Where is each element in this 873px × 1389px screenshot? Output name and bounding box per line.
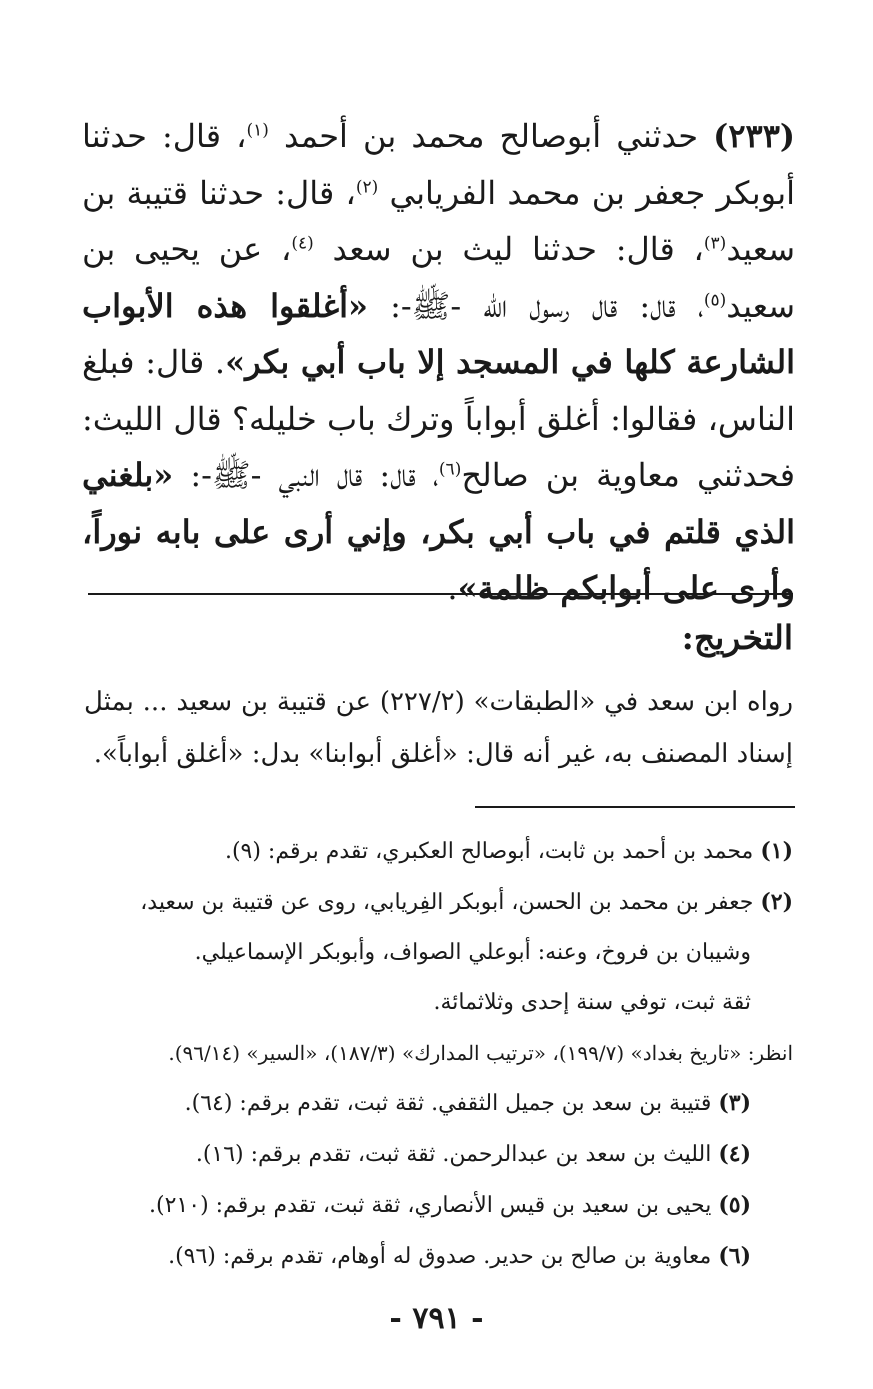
footnote-2-references: انظر: «تاريخ بغداد» (١٩٩/٧)، «ترتيب المدارك» (١٨٧/٣)، «السير» (٩٦/١٤). <box>168 1041 793 1065</box>
footnote-ref-4[interactable]: (٤) <box>291 233 314 254</box>
page-number: - ٧٩١ - <box>389 1301 484 1336</box>
narrative-text: ، قال: قال النبي -ﷺ-: <box>173 456 439 494</box>
footnote-number: (٢) <box>760 889 793 915</box>
footnote-4 <box>84 1129 793 1180</box>
footnote-number: (٤) <box>718 1141 751 1167</box>
footnotes-block <box>84 826 793 1282</box>
takhrij-body <box>84 676 793 780</box>
footnote-number: (١) <box>760 838 793 864</box>
hadith-number: (٢٣٣) <box>713 117 796 155</box>
hadith-matn-2: «بلغني الذي قلتم في باب أبي بكر، وإني أرى على بابه نوراً، وأرى على أبوابكم ظلمة» <box>82 456 795 607</box>
isnad-text: ، قال: قال رسول اللّه -ﷺ-: <box>367 286 704 325</box>
footnote-number: (٣) <box>718 1090 751 1116</box>
footnote-5 <box>84 1180 793 1231</box>
footnote-2-continuation: وشيبان بن فروخ، وعنه: أبوعلي الصواف، وأبوبكر الإسماعيلي. <box>194 940 751 965</box>
isnad-text: ، عن يحيى بن سعيد <box>82 230 795 325</box>
takhrij-paragraph: رواه ابن سعد في «الطبقات» (٢٢٧/٢) عن قتيبة بن سعيد ... بمثل إسناد المصنف به، غير أنه قال: «أغلق أبوابنا» بدل: «أغلق أبواباً». <box>84 687 794 769</box>
footnote-divider <box>475 806 795 808</box>
footnote-text: يحيى بن سعيد بن قيس الأنصاري، ثقة ثبت، تقدم برقم: (٢١٠). <box>149 1193 719 1218</box>
hadith-paragraph <box>82 108 795 617</box>
section-divider <box>88 593 793 595</box>
closing-period: . <box>447 569 458 607</box>
footnote-number: (٦) <box>718 1243 751 1269</box>
hadith-matn-1: «أغلقوا هذه الأبواب الشارعة كلها في المسجد إلا باب أبي بكر» <box>82 286 796 381</box>
isnad-text: ، قال: حدثنا ليث بن سعد <box>313 230 704 268</box>
footnote-3 <box>84 1078 793 1129</box>
footnote-ref-6[interactable]: (٦) <box>438 459 462 480</box>
footnote-1 <box>84 826 793 877</box>
isnad-text: ، قال: حدثنا أبوبكر جعفر بن محمد الفريابي <box>82 117 796 212</box>
footnote-text: محمد بن أحمد بن ثابت، أبوصالح العكبري، تقدم برقم: (٩). <box>224 839 761 864</box>
isnad-text: حدثني أبوصالح محمد بن أحمد <box>268 117 714 155</box>
footnote-text: الليث بن سعد بن عبدالرحمن. ثقة ثبت، تقدم برقم: (١٦). <box>195 1142 719 1167</box>
hadith-text-block <box>82 108 795 617</box>
footnote-ref-2[interactable]: (٢) <box>355 176 379 197</box>
footnote-6 <box>84 1231 793 1282</box>
footnote-2 <box>84 877 793 928</box>
footnote-ref-3[interactable]: (٣) <box>703 233 727 254</box>
narrative-text: . قال: فبلغ الناس، فقالوا: أغلق أبواباً وترك باب خليله؟ قال الليث: فحدثني معاوية بن صالح <box>82 343 796 494</box>
footnote-text: قتيبة بن سعد بن جميل الثقفي. ثقة ثبت، تقدم برقم: (٦٤). <box>184 1091 719 1116</box>
takhrij-heading: التخريج: <box>681 618 793 657</box>
footnote-text: معاوية بن صالح بن حدير. صدوق له أوهام، تقدم برقم: (٩٦). <box>168 1244 719 1269</box>
footnote-ref-1[interactable]: (١) <box>246 120 269 141</box>
footnote-ref-5[interactable]: (٥) <box>703 289 727 310</box>
isnad-text: ، قال: حدثنا قتيبة بن سعيد <box>82 173 796 268</box>
footnote-number: (٥) <box>718 1192 751 1218</box>
footnote-2-grading: ثقة ثبت، توفي سنة إحدى وثلاثمائة. <box>433 990 751 1015</box>
footnote-text: جعفر بن محمد بن الحسن، أبوبكر الفِريابي، روى عن قتيبة بن سعيد، <box>140 890 761 915</box>
